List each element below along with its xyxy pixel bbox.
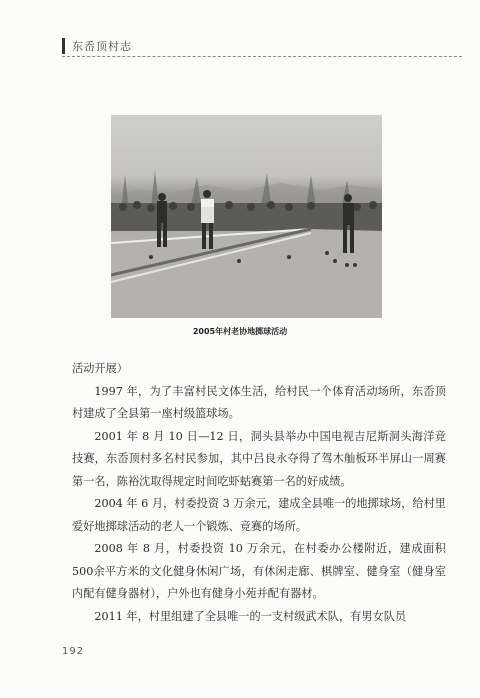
body-text [72,358,446,628]
paragraph-1997: 1997 年，为了丰富村民文体生活，给村民一个体育活动场所，东岙顶村建成了全县第一座村级篮球场。 [72,384,446,420]
photo-caption: 2005年村老协地掷球活动 [192,327,288,336]
paragraph-2004: 2004 年 6 月，村委投资 3 万余元，建成全县唯一的地掷球场，给村里爱好地掷球活动的老人一个锻炼、竞赛的场所。 [72,497,446,533]
header-dashed-rule [62,56,462,57]
header-title: 东岙顶村志 [72,40,132,53]
paragraph-2008: 2008 年 8 月，村委投资 10 万余元，在村委办公楼附近，建成面积500余平方米的文化健身休闲广场，有休闲走廊、棋牌室、健身室（健身室内配有健身器材），户外也有健身小苑并配有器材。 [72,542,446,600]
running-header [62,36,462,58]
paragraph-continuation: 活动开展） [72,362,128,375]
photo-illustration [111,115,382,318]
paragraph-2001: 2001 年 8 月 10 日—12 日，洞头县举办中国电视吉尼斯洞头海洋竞技赛，东岙顶村多名村民参加，其中吕良永夺得了驾木舢板环半屏山一周赛第一名，陈裕沈取得规定时间吃虾蛄赛第一名的好成绩。 [72,429,446,488]
header-bar [62,38,65,54]
paragraph-2011: 2011 年，村里组建了全县唯一的一支村级武术队，有男女队员 [94,609,407,623]
page-number: 192 [62,646,85,657]
photo-bocce-activity [111,115,382,318]
